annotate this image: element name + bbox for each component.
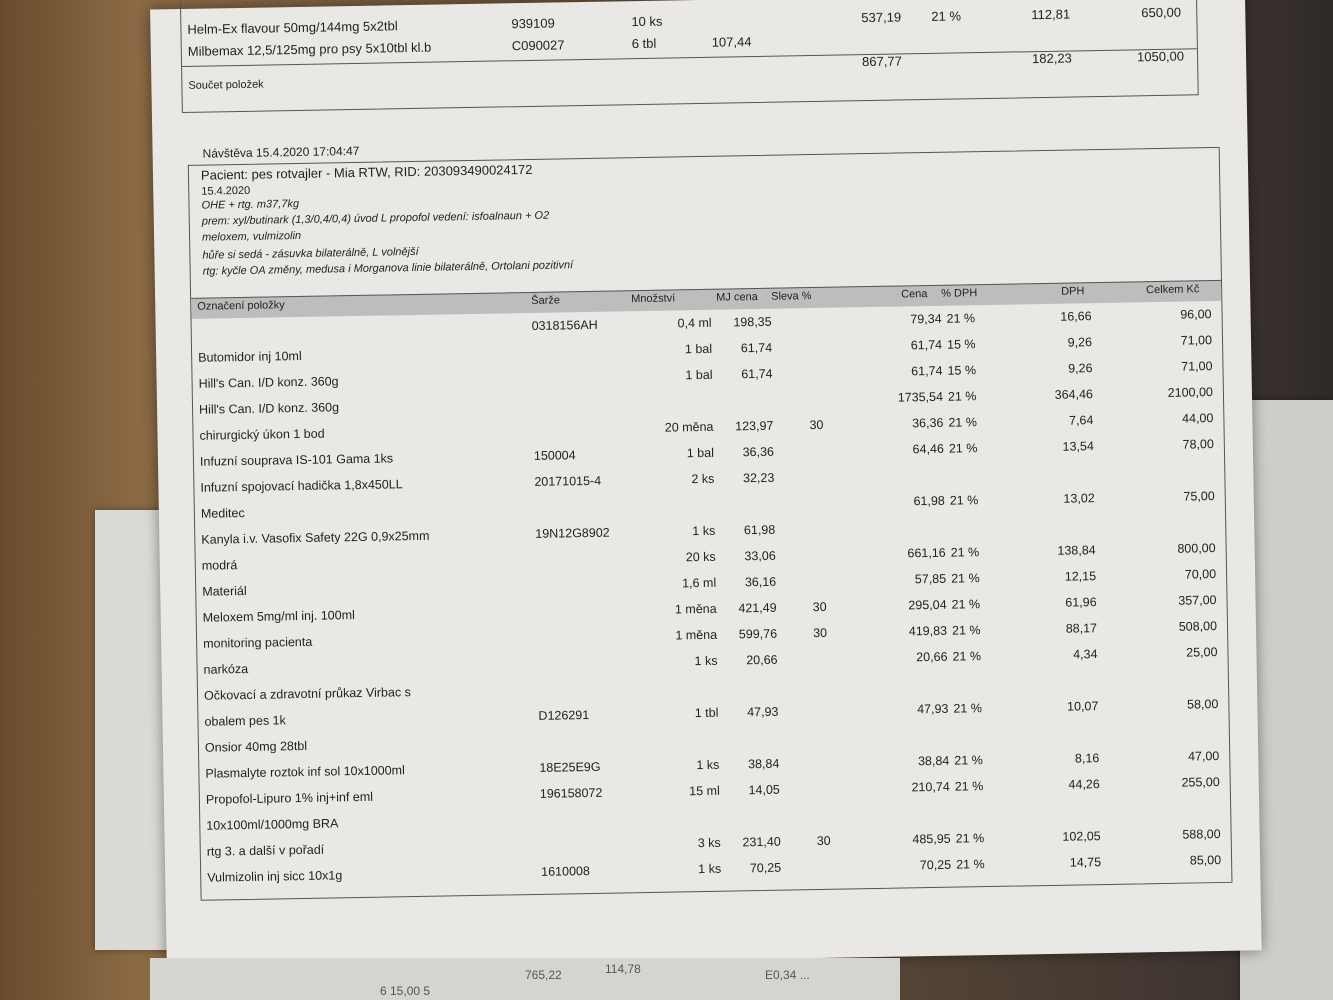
- top-row-1-vat: 21 %: [931, 8, 962, 24]
- cell-dph: 138,84: [1057, 543, 1096, 558]
- cell-name: Butomidor inj 10ml: [198, 348, 302, 365]
- cell-dph: [1018, 673, 1098, 674]
- header-unit: MJ cena: [716, 290, 758, 304]
- cell-disc: [792, 366, 822, 367]
- cell-price: 79,34: [910, 311, 942, 327]
- items-table: [192, 302, 1232, 895]
- cell-name: Infuzní souprava IS-101 Gama 1ks: [199, 451, 394, 469]
- cell-disc: 30: [809, 417, 824, 433]
- cell-total: 588,00: [1182, 826, 1221, 842]
- cell-vat: 21 %: [947, 389, 977, 404]
- cell-dph: 9,26: [1068, 361, 1093, 376]
- cell-unit: 36,36: [742, 444, 775, 460]
- cell-disc: [792, 340, 822, 341]
- cell-dph: 12,15: [1064, 569, 1097, 584]
- summary-total: 1050,00: [1136, 48, 1185, 65]
- cell-disc: 30: [816, 833, 831, 849]
- cell-batch: 150004: [533, 448, 576, 463]
- cell-name: Hill's Can. I/D konz. 360g: [198, 400, 340, 417]
- cell-batch: [533, 421, 628, 423]
- cell-unit: [723, 679, 778, 680]
- patient-line-4: prem: xyl/butinark (1,3/0,4/0,4) úvod L propofol vedení: isfoalnaun + O2: [201, 209, 550, 228]
- cell-vat: [954, 727, 1009, 728]
- cell-unit: [725, 809, 780, 810]
- cell-batch: 1610008: [541, 864, 590, 879]
- top-row-1-total: 650,00: [1141, 4, 1182, 21]
- bottom-fragment-1: 765,22: [525, 968, 562, 982]
- cell-qty: [638, 680, 718, 681]
- cell-dph: [1020, 803, 1100, 804]
- cell-vat: 21 %: [950, 545, 980, 560]
- cell-batch: 19N12G8902: [535, 525, 610, 541]
- cell-price: 47,93: [917, 701, 949, 717]
- cell-unit: 33,06: [744, 548, 776, 564]
- cell-batch: D126291: [538, 707, 590, 723]
- cell-name: Plasmalyte roztok inf sol 10x1000ml: [205, 763, 405, 781]
- invoice-page: [150, 0, 1262, 969]
- cell-vat: [953, 675, 1008, 676]
- cell-batch: 196158072: [539, 785, 603, 801]
- cell-name: [198, 319, 528, 325]
- cell-batch: [541, 837, 636, 839]
- cell-batch: 0318156AH: [531, 317, 598, 333]
- cell-total: [1105, 801, 1220, 803]
- cell-unit: 20,66: [746, 652, 778, 668]
- cell-dph: 44,26: [1068, 777, 1100, 792]
- cell-qty: 1 ks: [692, 523, 716, 539]
- cell-price: 64,46: [912, 441, 944, 457]
- cell-name: Onsior 40mg 28tbl: [204, 738, 308, 755]
- header-price: Cena: [901, 288, 928, 301]
- cell-qty: 2 ks: [691, 471, 715, 487]
- cell-qty: 20 ks: [685, 549, 716, 565]
- cell-dph: 13,02: [1063, 491, 1095, 506]
- cell-total: 78,00: [1182, 437, 1214, 452]
- top-row-1-dph: 112,81: [1031, 6, 1071, 23]
- cell-disc: [794, 470, 824, 471]
- visit-label: Návštěva 15.4.2020 17:04:47: [202, 143, 360, 161]
- cell-vat: 21 %: [948, 415, 978, 430]
- cell-qty: 1,6 ml: [682, 575, 717, 591]
- header-qty: Množství: [631, 292, 676, 306]
- cell-total: 85,00: [1189, 852, 1222, 868]
- cell-price: 61,74: [911, 363, 943, 379]
- header-batch: Šarže: [531, 294, 561, 307]
- top-row-1-batch: 939109: [511, 15, 555, 32]
- top-table: [180, 0, 1199, 113]
- cell-dph: 7,64: [1068, 413, 1094, 428]
- cell-disc: 30: [812, 599, 827, 615]
- cell-price: 70,25: [919, 857, 952, 873]
- cell-unit: 32,23: [742, 470, 775, 486]
- cell-disc: [799, 756, 829, 757]
- cell-qty: 1 bal: [684, 341, 713, 357]
- cell-name: Meditec: [200, 505, 245, 521]
- cell-batch: [532, 369, 627, 371]
- cell-dph: 61,96: [1065, 595, 1097, 610]
- cell-qty: 1 bal: [685, 367, 713, 383]
- cell-batch: [539, 733, 634, 735]
- cell-name: Propofol-Lipuro 1% inj+inf eml: [205, 789, 374, 807]
- top-row-2-batch: C090027: [511, 37, 565, 54]
- cell-qty: 0,4 ml: [677, 315, 712, 331]
- cell-disc: [798, 678, 828, 679]
- top-row-1-price: 537,19: [861, 9, 902, 26]
- cell-total: 800,00: [1177, 541, 1216, 556]
- cell-unit: 70,25: [749, 860, 782, 876]
- patient-line-2: 15.4.2020: [201, 184, 251, 198]
- cell-qty: 1 bal: [686, 445, 715, 461]
- cell-batch: [536, 577, 631, 579]
- cell-price: 61,74: [910, 337, 943, 353]
- cell-name: monitoring pacienta: [203, 634, 313, 651]
- top-row-2-name: Milbemax 12,5/125mg pro psy 5x10tbl kl.b: [187, 39, 432, 59]
- patient-line-3: OHE + rtg. m37,7kg: [201, 197, 300, 212]
- cell-batch: 20171015-4: [534, 473, 602, 489]
- cell-unit: 231,40: [742, 834, 781, 850]
- cell-unit: 14,05: [748, 782, 780, 798]
- cell-vat: 21 %: [953, 701, 983, 716]
- cell-price: [835, 520, 945, 522]
- cell-dph: 364,46: [1054, 387, 1094, 402]
- cell-total: [1100, 515, 1215, 517]
- summary-price: 867,77: [861, 53, 902, 70]
- cell-total: 25,00: [1186, 645, 1218, 660]
- cell-unit: 47,93: [747, 704, 779, 720]
- cell-qty: [640, 810, 720, 811]
- patient-line-7: rtg: kyčle OA změny, medusa i Morganova linie bilaterálně, Ortolani pozitivní: [202, 259, 574, 278]
- cell-unit: 123,97: [735, 418, 774, 434]
- cell-price: 419,83: [908, 623, 948, 639]
- cell-qty: 3 ks: [697, 835, 721, 851]
- top-row-2-qty: 6 tbl: [631, 35, 657, 52]
- cell-dph: 88,17: [1065, 621, 1098, 636]
- cell-batch: [533, 395, 628, 397]
- cell-total: 71,00: [1180, 333, 1213, 348]
- cell-batch: [535, 499, 630, 501]
- cell-total: 2100,00: [1167, 385, 1214, 400]
- cell-price: 1735,54: [897, 389, 944, 405]
- cell-unit: 36,16: [744, 574, 777, 590]
- cell-qty: [639, 732, 719, 733]
- header-dph: DPH: [1061, 285, 1085, 298]
- cell-disc: [796, 574, 826, 575]
- cell-dph: 13,54: [1062, 439, 1094, 454]
- cell-qty: 15 ml: [689, 783, 720, 799]
- cell-name: Hill's Can. I/D konz. 360g: [198, 374, 339, 391]
- cell-vat: 15 %: [947, 363, 977, 378]
- cell-total: 71,00: [1181, 359, 1213, 374]
- cell-dph: 102,05: [1062, 829, 1101, 844]
- cell-dph: 8,16: [1074, 751, 1100, 766]
- header-name: Označení položky: [197, 299, 285, 313]
- cell-vat: 21 %: [946, 311, 976, 326]
- cell-vat: 21 %: [955, 831, 985, 846]
- cell-price: [834, 468, 944, 470]
- cell-batch: 18E25E9G: [539, 759, 601, 775]
- cell-vat: 21 %: [956, 857, 985, 872]
- cell-qty: 1 měna: [674, 601, 717, 617]
- cell-price: 57,85: [914, 571, 947, 587]
- cell-price: [839, 728, 949, 730]
- cell-price: 20,66: [916, 649, 948, 665]
- cell-unit: 61,74: [741, 366, 773, 382]
- cell-price: 38,84: [917, 753, 950, 769]
- cell-dph: 4,34: [1073, 647, 1098, 662]
- cell-disc: [794, 444, 824, 445]
- cell-total: 255,00: [1181, 775, 1220, 790]
- cell-total: 75,00: [1183, 489, 1215, 504]
- header-vat: % DPH: [941, 287, 978, 300]
- cell-name: Kanyla i.v. Vasofix Safety 22G 0,9x25mm: [201, 528, 430, 547]
- cell-price: [838, 676, 948, 678]
- top-row-2-unit: 107,44: [711, 34, 752, 50]
- cell-vat: 21 %: [951, 623, 981, 638]
- bottom-fragment-3: E0,34 ...: [765, 968, 810, 982]
- cell-disc: 30: [813, 625, 828, 641]
- cell-batch: [537, 655, 632, 657]
- cell-qty: 20 měna: [664, 419, 714, 435]
- cell-name: narkóza: [203, 661, 249, 677]
- cell-batch: [536, 551, 631, 553]
- cell-total: 44,00: [1181, 411, 1214, 426]
- cell-vat: 21 %: [949, 493, 979, 508]
- cell-unit: 38,84: [747, 756, 780, 772]
- cell-total: 96,00: [1180, 307, 1212, 322]
- cell-disc: [796, 548, 826, 549]
- cell-vat: [949, 467, 1004, 468]
- cell-disc: [799, 730, 829, 731]
- cell-price: [840, 806, 950, 808]
- visit-box: [188, 147, 1233, 901]
- cell-price: 61,98: [913, 493, 945, 509]
- cell-unit: 61,98: [743, 522, 776, 538]
- patient-line-5: meloxem, vulmizolin: [201, 229, 302, 244]
- cell-name: rtg 3. a další v pořadí: [206, 842, 325, 859]
- cell-dph: 16,66: [1060, 309, 1092, 324]
- summary-dph: 182,23: [1031, 50, 1072, 67]
- cell-total: 47,00: [1187, 749, 1220, 764]
- cell-vat: [950, 519, 1005, 520]
- cell-disc: [795, 522, 825, 523]
- bottom-fragment-4: 6 15,00 5: [380, 984, 431, 998]
- cell-disc: [800, 808, 830, 809]
- bottom-fragment-2: 114,78: [605, 962, 641, 976]
- cell-name: obalem pes 1k: [204, 713, 286, 729]
- cell-name: chirurgický úkon 1 bod: [199, 426, 325, 443]
- cell-dph: 9,26: [1067, 335, 1093, 350]
- cell-dph: 10,07: [1066, 699, 1099, 714]
- cell-price: 661,16: [907, 545, 946, 561]
- cell-qty: 1 ks: [696, 757, 720, 773]
- cell-batch: [532, 343, 627, 345]
- cell-vat: [955, 805, 1010, 806]
- cell-unit: [724, 731, 779, 732]
- header-disc: Sleva %: [771, 290, 812, 303]
- cell-name: Materiál: [202, 583, 247, 599]
- cell-name: Očkovací a zdravotní průkaz Virbac s: [203, 685, 411, 703]
- cell-qty: 1 tbl: [694, 705, 719, 721]
- cell-disc: [800, 782, 830, 783]
- cell-total: 357,00: [1178, 593, 1217, 608]
- cell-unit: 421,49: [738, 600, 777, 616]
- cell-vat: 21 %: [954, 753, 983, 768]
- patient-line-1: Pacient: pes rotvajler - Mia RTW, RID: 203093490024172: [200, 161, 533, 183]
- cell-qty: 1 měna: [675, 627, 718, 643]
- cell-total: 70,00: [1184, 567, 1217, 582]
- cell-price: 210,74: [911, 779, 950, 795]
- cell-unit: 61,74: [740, 340, 773, 356]
- cell-dph: [1015, 517, 1095, 518]
- cell-name: Vulmizolin inj sicc 10x1g: [207, 868, 343, 885]
- cell-total: [1103, 671, 1218, 673]
- cell-total: [1099, 463, 1214, 465]
- cell-batch: [540, 811, 635, 813]
- cell-unit: 198,35: [733, 314, 772, 330]
- cell-vat: 21 %: [951, 571, 980, 586]
- cell-dph: [1014, 465, 1094, 466]
- cell-disc: [797, 652, 827, 653]
- cell-unit: [718, 393, 773, 394]
- cell-name: modrá: [201, 558, 238, 573]
- cell-total: [1104, 723, 1219, 725]
- cell-unit: 599,76: [738, 626, 778, 642]
- cell-disc: [801, 860, 831, 861]
- cell-disc: [793, 392, 823, 393]
- cell-batch: [538, 681, 633, 683]
- cell-name: 10x100ml/1000mg BRA: [206, 816, 339, 833]
- cell-batch: [537, 629, 632, 631]
- cell-price: 485,95: [912, 831, 951, 847]
- cell-unit: [720, 497, 775, 498]
- cell-disc: [795, 496, 825, 497]
- patient-line-6: hůře si sedá - zásuvka bilaterálně, L volnější: [202, 245, 419, 262]
- cell-batch: [537, 603, 632, 605]
- top-row-1-name: Helm-Ex flavour 50mg/144mg 5x2tbl: [187, 18, 398, 37]
- summary-label: Součet položek: [188, 78, 264, 92]
- cell-vat: 21 %: [948, 441, 978, 456]
- cell-dph: 14,75: [1069, 855, 1102, 870]
- cell-qty: 1 ks: [694, 653, 718, 669]
- header-total: Celkem Kč: [1146, 283, 1200, 297]
- cell-vat: 15 %: [946, 337, 976, 352]
- cell-disc: [798, 704, 828, 705]
- cell-qty: [635, 498, 715, 499]
- cell-qty: [633, 394, 713, 395]
- cell-vat: 21 %: [951, 597, 981, 612]
- bottom-paper-strip: [150, 958, 900, 1000]
- cell-price: 295,04: [908, 597, 947, 613]
- cell-qty: 1 ks: [698, 861, 722, 877]
- cell-total: 508,00: [1178, 619, 1218, 634]
- cell-vat: 21 %: [954, 779, 984, 794]
- cell-price: 36,36: [912, 415, 944, 431]
- cell-name: Meloxem 5mg/ml inj. 100ml: [202, 608, 355, 625]
- cell-name: Infuzní spojovací hadička 1,8x450LL: [200, 477, 403, 495]
- cell-total: 58,00: [1186, 697, 1219, 712]
- cell-dph: [1019, 725, 1099, 726]
- top-row-1-qty: 10 ks: [631, 13, 663, 30]
- cell-disc: [792, 314, 822, 315]
- cell-vat: 21 %: [952, 649, 982, 664]
